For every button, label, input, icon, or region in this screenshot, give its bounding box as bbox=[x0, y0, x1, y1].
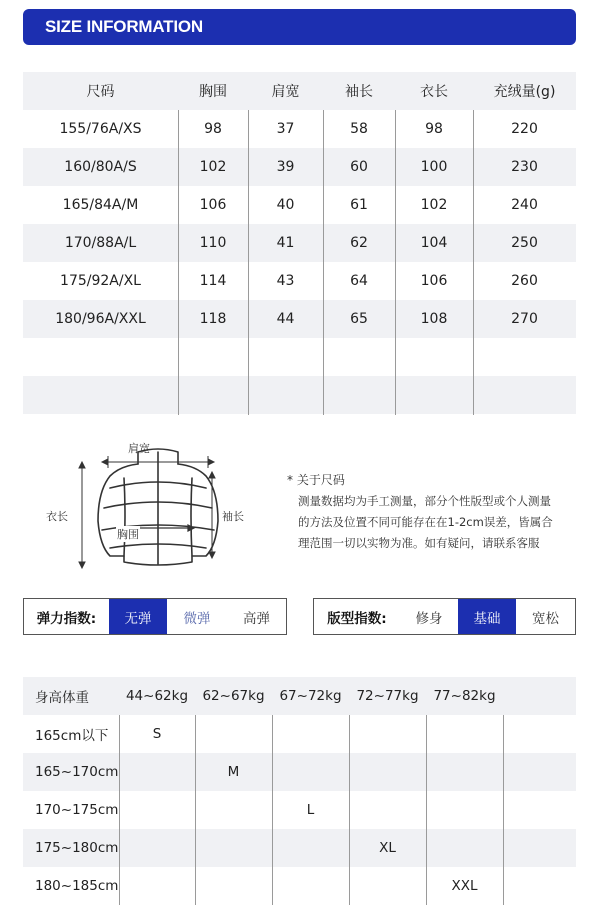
sleeve-label: 袖长 bbox=[222, 510, 244, 523]
column-divider bbox=[395, 110, 396, 415]
length-cell: 102 bbox=[420, 197, 448, 213]
chest-cell: 106 bbox=[199, 197, 227, 213]
height-cell: 175~180cm bbox=[35, 840, 119, 856]
column-divider bbox=[119, 715, 120, 905]
weight-header: 67~72kg bbox=[279, 688, 342, 704]
sleeve-cell: 65 bbox=[350, 311, 368, 327]
chest-cell: 118 bbox=[199, 311, 227, 327]
size-cell: M bbox=[227, 764, 240, 780]
fit-option-slim[interactable]: 修身 bbox=[415, 610, 443, 627]
column-divider bbox=[503, 715, 504, 905]
chest-cell: 98 bbox=[204, 121, 222, 137]
elasticity-label: 弹力指数: bbox=[36, 610, 97, 627]
sleeve-cell: 64 bbox=[350, 273, 368, 289]
size-cell: XL bbox=[379, 840, 396, 856]
size-cell: 170/88A/L bbox=[64, 235, 137, 251]
notes-line: 的方法及位置不同可能存在在1-2cm误差，皆属合 bbox=[298, 515, 553, 529]
column-divider bbox=[248, 110, 249, 415]
empty-cell bbox=[195, 829, 272, 867]
size-cell: XXL bbox=[451, 878, 478, 894]
header-fill: 充绒量(g) bbox=[493, 84, 556, 100]
shoulder-cell: 44 bbox=[276, 311, 295, 327]
column-divider bbox=[178, 110, 179, 415]
chest-cell: 114 bbox=[199, 273, 227, 289]
table-row bbox=[23, 829, 576, 867]
height-weight-table bbox=[23, 677, 576, 905]
empty-cell bbox=[119, 829, 195, 867]
fill-cell: 230 bbox=[511, 159, 538, 175]
sleeve-cell: 60 bbox=[350, 159, 368, 175]
shoulder-cell: 43 bbox=[276, 273, 295, 289]
jacket-icon bbox=[40, 436, 280, 576]
table-row bbox=[23, 791, 576, 829]
height-cell: 170~175cm bbox=[35, 802, 119, 818]
size-table bbox=[23, 72, 576, 414]
empty-cell bbox=[119, 791, 195, 829]
column-divider bbox=[195, 715, 196, 905]
height-cell: 165cm以下 bbox=[35, 728, 109, 744]
fill-cell: 220 bbox=[511, 121, 538, 137]
measurement-diagram bbox=[40, 436, 280, 576]
table-row bbox=[23, 110, 576, 148]
header-chest: 胸围 bbox=[199, 84, 227, 100]
empty-cell bbox=[195, 867, 272, 905]
fill-cell: 260 bbox=[511, 273, 538, 289]
empty-cell bbox=[195, 791, 272, 829]
table-row-empty bbox=[23, 376, 576, 414]
length-cell: 98 bbox=[425, 121, 443, 137]
table-row bbox=[23, 186, 576, 224]
weight-header: 62~67kg bbox=[202, 688, 265, 704]
size-cell: 160/80A/S bbox=[64, 159, 137, 175]
shoulder-cell: 40 bbox=[276, 197, 295, 213]
sleeve-cell: 61 bbox=[350, 197, 368, 213]
size-cell: 155/76A/XS bbox=[59, 121, 142, 137]
size-cell: 165/84A/M bbox=[62, 197, 139, 213]
length-label: 衣长 bbox=[46, 510, 68, 523]
weight-header: 44~62kg bbox=[125, 688, 189, 704]
height-cell: 165~170cm bbox=[35, 764, 119, 780]
fill-cell: 240 bbox=[511, 197, 538, 213]
chest-label: 胸围 bbox=[117, 528, 139, 541]
shoulder-cell: 41 bbox=[276, 235, 295, 251]
shoulder-cell: 39 bbox=[276, 159, 295, 175]
size-cell: 180/96A/XXL bbox=[55, 311, 146, 327]
column-divider bbox=[473, 110, 474, 415]
elasticity-option-none[interactable]: 无弹 bbox=[109, 599, 167, 634]
size-cell: L bbox=[306, 802, 315, 818]
table-row bbox=[23, 867, 576, 905]
table-row bbox=[23, 262, 576, 300]
header-sleeve: 袖长 bbox=[345, 84, 373, 100]
table-row bbox=[23, 148, 576, 186]
table-row bbox=[23, 753, 576, 791]
banner-title: SIZE INFORMATION bbox=[45, 17, 203, 36]
sleeve-cell: 62 bbox=[350, 235, 368, 251]
fit-option-loose[interactable]: 宽松 bbox=[532, 610, 559, 627]
notes-line: 理范围一切以实物为准。如有疑问，请联系客服 bbox=[298, 536, 540, 550]
corner-label: 身高体重 bbox=[35, 690, 89, 706]
notes-line: 测量数据均为手工测量，部分个性版型或个人测量 bbox=[298, 494, 551, 508]
header-size: 尺码 bbox=[86, 84, 115, 100]
shoulder-cell: 37 bbox=[276, 121, 295, 137]
table-row bbox=[23, 224, 576, 262]
column-divider bbox=[323, 110, 324, 415]
section-banner bbox=[23, 9, 576, 45]
header-shoulder: 肩宽 bbox=[271, 84, 300, 100]
fill-cell: 270 bbox=[511, 311, 538, 327]
notes-title: * 关于尺码 bbox=[287, 473, 345, 487]
elasticity-option-high[interactable]: 高弹 bbox=[243, 610, 270, 627]
sleeve-cell: 58 bbox=[350, 121, 368, 137]
fit-label: 版型指数: bbox=[327, 610, 387, 627]
empty-cell bbox=[349, 867, 426, 905]
size-cell: 175/92A/XL bbox=[60, 273, 141, 289]
table-row bbox=[23, 715, 576, 753]
weight-header: 77~82kg bbox=[433, 688, 496, 704]
shoulder-label: 肩宽 bbox=[128, 442, 150, 455]
size-notes bbox=[287, 470, 577, 554]
height-weight-header bbox=[23, 677, 576, 715]
height-cell: 180~185cm bbox=[35, 878, 119, 894]
fit-option-regular[interactable]: 基础 bbox=[458, 599, 516, 634]
header-length: 衣长 bbox=[420, 84, 448, 100]
size-cell: S bbox=[152, 726, 162, 742]
elasticity-index bbox=[23, 598, 287, 635]
weight-header: 72~77kg bbox=[356, 688, 419, 704]
empty-cell bbox=[272, 829, 349, 867]
length-cell: 104 bbox=[420, 235, 448, 251]
length-cell: 108 bbox=[420, 311, 448, 327]
column-divider bbox=[426, 715, 427, 905]
column-divider bbox=[272, 715, 273, 905]
empty-cell bbox=[272, 867, 349, 905]
chest-cell: 102 bbox=[199, 159, 227, 175]
empty-cell bbox=[119, 753, 195, 791]
empty-cell bbox=[119, 867, 195, 905]
length-cell: 106 bbox=[420, 273, 448, 289]
fit-index bbox=[313, 598, 576, 635]
elasticity-option-slight[interactable]: 微弹 bbox=[183, 610, 211, 627]
table-row-empty bbox=[23, 338, 576, 376]
column-divider bbox=[349, 715, 350, 905]
chest-cell: 110 bbox=[199, 235, 227, 251]
fill-cell: 250 bbox=[511, 235, 538, 251]
length-cell: 100 bbox=[420, 159, 448, 175]
size-table-header bbox=[23, 72, 576, 110]
table-row bbox=[23, 300, 576, 338]
